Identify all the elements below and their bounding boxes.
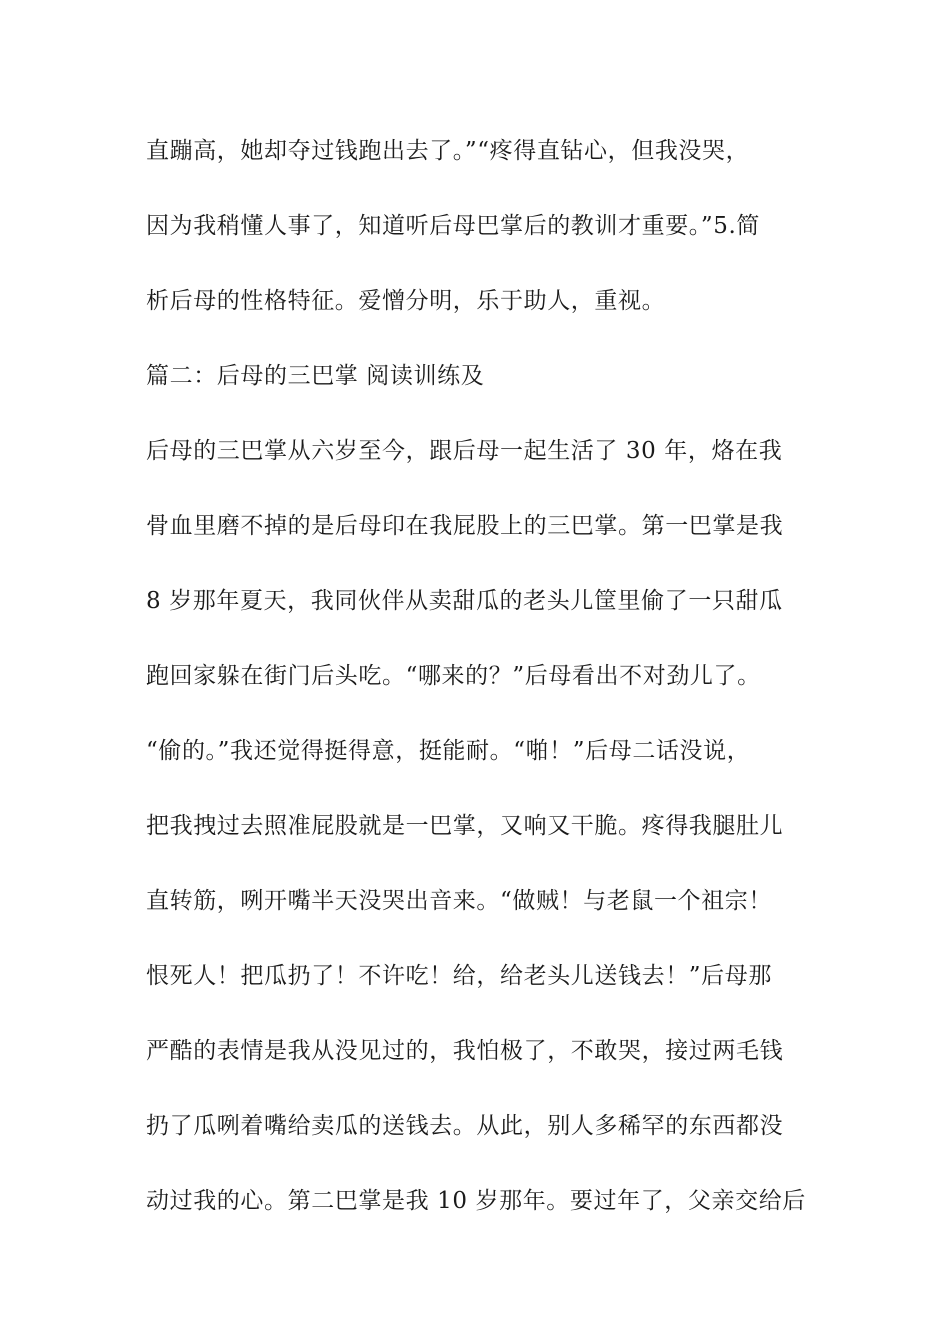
text-line: 析后母的性格特征。爱憎分明，乐于助人，重视。 xyxy=(146,288,666,314)
section-heading: 篇二：后母的三巴掌 阅读训练及 xyxy=(146,363,485,389)
text-line: 跑回家躲在街门后头吃。“哪来的？”后母看出不对劲儿了。 xyxy=(146,663,761,689)
text-line: 恨死人！把瓜扔了！不许吃！给，给老头儿送钱去！”后母那 xyxy=(146,963,772,989)
text-line: 因为我稍懂人事了，知道听后母巴掌后的教训才重要。”5.简 xyxy=(146,213,761,239)
text-line: 严酷的表情是我从没见过的，我怕极了，不敢哭，接过两毛钱 xyxy=(146,1038,784,1064)
text-line: 8 岁那年夏天，我同伙伴从卖甜瓜的老头儿筐里偷了一只甜瓜 xyxy=(146,588,783,614)
text-line: 直转筋，咧开嘴半天没哭出音来。“做贼！与老鼠一个祖宗！ xyxy=(146,888,772,914)
text-line: 骨血里磨不掉的是后母印在我屁股上的三巴掌。第一巴掌是我 xyxy=(146,513,784,539)
text-line: 后母的三巴掌从六岁至今，跟后母一起生活了 30 年，烙在我 xyxy=(146,438,783,464)
text-line: 直蹦高，她却夺过钱跑出去了。”“疼得直钻心，但我没哭， xyxy=(146,138,750,164)
text-line: 扔了瓜咧着嘴给卖瓜的送钱去。从此，别人多稀罕的东西都没 xyxy=(146,1113,784,1139)
text-line: 把我拽过去照准屁股就是一巴掌，又响又干脆。疼得我腿肚儿 xyxy=(146,813,784,839)
text-line: “偷的。”我还觉得挺得意，挺能耐。“啪！”后母二话没说， xyxy=(146,738,751,764)
text-line: 动过我的心。第二巴掌是我 10 岁那年。要过年了，父亲交给后 xyxy=(146,1188,806,1214)
